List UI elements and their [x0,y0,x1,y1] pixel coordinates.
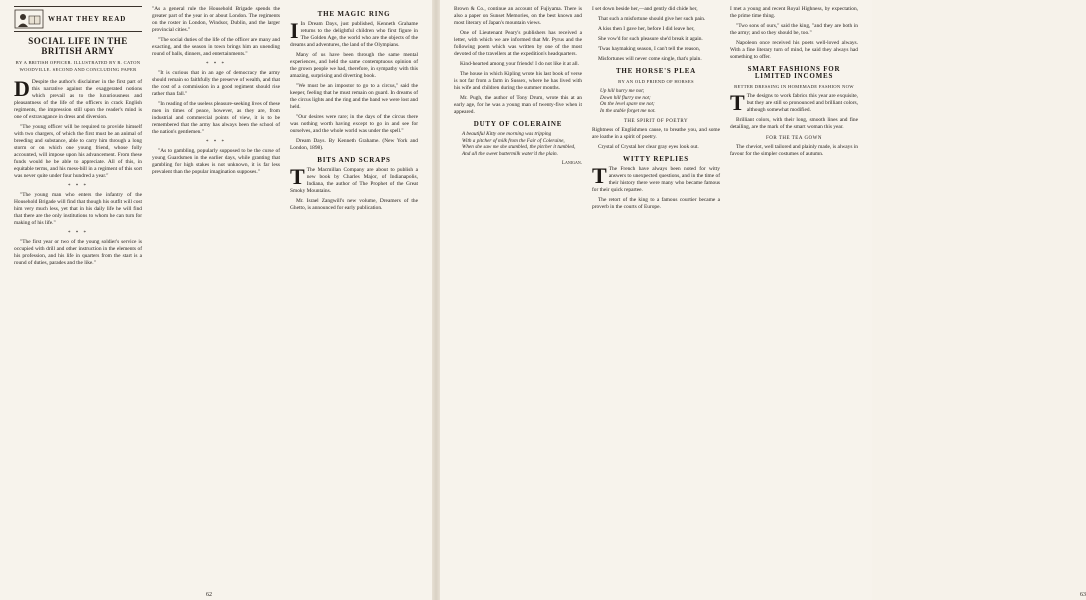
paragraph: "The young officer will be required to provide himself with two chargers, of which the first must be an animal of breeding and substance, able to carry him through a long storm or on which one young friend, whose folly accounted, will impose upon his advancement. From these funds would he be able to appreciate. All of this, in equitable terms, and his mess-bill in a regiment of this sort was never quite under four hundred a year." [14,124,142,179]
poem-line: In the stable forget me not. [600,107,656,114]
paragraph: T The designs to work fabrics this year are exquisite, but they are still so pronounced and brilliant colors, although somewhat modified. [730,90,858,115]
paragraph: T The Macmillan Company are about to publish a new book by Charles Major, of Indianapolis, Indiana, the author of The Prophet of the Great Smoky Mountains. [290,164,418,194]
paragraph: "As to gambling, popularly supposed to be the curse of young Guardsmen in the earlier days, while granting that gambling for high stakes is not unknown, it is far less prevalent than the popular imagination supposes." [152,148,280,175]
paragraph: She vow'd for such pleasure she'd break it again. [598,36,703,42]
paragraph: Napoleon once received his poets well-loved always. With a fine literary turn of mind, he said they always had something to offer. [730,40,858,60]
poem-line: With a pitcher of milk from the Fair of Coleraine, [462,137,565,144]
reader-illustration-icon [14,9,44,29]
separator: * * * [68,184,88,189]
paragraph: "The young man who enters the infantry of the Household Brigade will find that though his outfit will cost him very much less, yet that in his daily life he will find that there are the only institutions to whom he can turn for making of his life." [14,192,142,226]
separator: * * * [68,231,88,236]
horses-plea-subtitle: BY AN OLD FRIEND OF HORSES [618,79,694,84]
page-gutter [432,0,440,600]
smart-fashions-subtitle: BETTER DRESSING IN HOMEMADE FASHION NOW [734,84,854,89]
article-byline: BY A BRITISH OFFICER. ILLUSTRATED BY R. CATON WOODVILLE. SECOND AND CONCLUDING PAPER [15,60,141,72]
paragraph: Brilliant colors, with their long, smooth lines and fine detailing, are the mark of the smart woman this year. [730,117,858,130]
paragraph: Crystal of Crystal her clear gray eyes look out. [598,144,699,151]
poem-horses-plea [600,88,720,114]
tea-gown-head: FOR THE TEA GOWN [765,136,822,141]
horses-plea-title: THE HORSE'S PLEA [615,67,697,75]
paragraph: "Two sons of ours," said the king, "and they are both in the army; and so they should be, too." [730,23,858,36]
paragraph: The cheviot, well tailored and plainly made, is always in favour for the simpler costumes of autumn. [730,144,859,157]
paragraph: Mr. Israel Zangwill's new volume, Dreamers of the Ghetto, is announced for early publication. [290,198,418,211]
paragraph: "The social duties of the life of the officer are many and exacting, and the season in town brings him an unending round of balls, dinners, and entertainments." [152,37,280,57]
paragraph: The retort of the king to a famous courtier became a proverb in the courts of Europe. [592,197,720,211]
drop-cap: I [290,18,299,43]
page-number: 63 [1080,592,1086,598]
paragraph: That such a misfortune should give her such pain. [598,16,706,22]
poem-line: When she saw me she stumbled, the pitcher it tumbled, [462,144,576,151]
paragraph: A kiss then I gave her, before I did leave her, [598,26,695,32]
section-title: WHAT THEY READ [48,14,127,23]
separator: * * * [206,62,226,67]
poem-coleraine [462,131,582,157]
paragraph: "We must be an impostor to go to a circus," said the keeper, feeling that he must remain on guard. In dreams of the circus lights and the ring and the band we were lost and held. [290,83,418,110]
paragraph: I met a young and recent Royal Highness, by expectation, the prime time thing. [730,6,858,19]
paragraph: T The French have always been noted for witty answers to unexpected questions, and in the time of their history there were many who became famous for their quick repartee. [592,163,720,194]
paragraph: "As a general rule the Household Brigade spends the greater part of the year in or about London. The regiments on the roster in London, Windsor, Dublin, and the larger provincial cities." [152,6,280,33]
smart-fashions-title: SMART FASHIONS FOR LIMITED INCOMES [747,65,841,80]
right-column-3 [730,6,858,588]
paragraph: Dream Days. By Kenneth Grahame. (New York and London, 1898). [290,138,418,151]
paragraph: I set down beside her,—and gently did chide her, [592,6,698,12]
poem-line: Up hill hurry me not; [600,88,645,94]
drop-cap: D [14,76,30,101]
paragraph: One of Lieutenant Peary's publishers has received a letter, with which we are informed that Mr. Pyrus and the following poem which was written by one of the most devoted of the travellers at the expedition's headquarters. [454,30,582,57]
drop-cap: T [290,164,305,189]
poem-signature: Lanigan. [561,161,582,167]
left-page [0,0,432,600]
right-column-1 [454,6,582,588]
left-column-2 [152,6,280,588]
spirit-of-poetry-title: THE SPIRIT OF POETRY [623,119,689,125]
left-column-1 [14,6,142,588]
paragraph: Misfortunes will never come single, that's plain. [598,56,702,62]
coleraine-title: DUTY OF COLERAINE [473,120,563,128]
witty-replies-title: WITTY REPLIES [623,155,689,164]
paragraph: I In Dream Days, just published, Kenneth Grahame returns to the delightful children who first figure in The Golden Age, the world who are the objects of the dreams and adventures, the land of the Olympians. [290,18,418,48]
paragraph: Many of us have been through the same mental experiences, and held the same contemptuous opinion of the grown people we had, therefore, in sympathy with this amazing, surprising and diverting book. [290,52,418,79]
poem-line: On the level spare me not; [600,101,655,108]
poem-line: A beautiful Kitty one morning was tripping [462,131,552,137]
paragraph: "It is curious that in an age of democracy the army should remain so faithfully the preserve of wealth, and that the cost of a commission in a good regiment should rise rather than fall." [152,70,280,97]
paragraph: 'Twas haymaking season, I can't tell the reason, [598,46,701,52]
paragraph: Mr. Pugh, the author of Tony Drum, wrote this at an early age, for he was a young man of twenty-five when it appeared. [454,95,582,115]
paragraph: "The first year or two of the young soldier's service is occupied with drill and other instruction in the elements of his profession, and his life in quarters from the start is a round of duties, parades and the like." [14,239,142,266]
right-column-2 [592,6,720,588]
separator: * * * [206,140,226,145]
paragraph: The house in which Kipling wrote his last book of verse is not far from a farm in Sussex, where he has lived with his wife and children during the summer months. [454,71,582,91]
poem-line: And all the sweet buttermilk water'd the plain. [462,150,558,157]
magic-ring-title: THE MAGIC RING [317,10,391,18]
right-page [440,0,1086,600]
drop-cap: T [592,163,607,189]
page-number: 62 [206,592,212,598]
paragraph: Kind-hearted among your friends! I do not like it at all. [460,61,580,67]
left-column-3 [290,6,418,588]
poem-line: Down hill flurry me not; [600,94,651,101]
bits-and-scraps-title: BITS AND SCRAPS [317,156,391,164]
section-banner [14,6,142,32]
article-title: SOCIAL LIFE IN THE BRITISH ARMY [28,36,128,56]
drop-cap: T [730,90,745,115]
paragraph: Brown & Co., continue an account of Fujiyama. There is also a paper on Sunset Memories, on the best known and most literary of Japan's mountain views. [454,6,582,26]
paragraph: "In reading of the useless pleasure-seeking lives of these men in times of peace, however, as they are, from industrial and commercial points of view, it is to be remembered that the army has always been the school of the nation's gentlemen." [152,101,280,135]
paragraph: Rightness of Englishmen cause, to breathe you, and some are loathe in a spirit of poetry. [592,127,720,141]
paragraph: D Despite the author's disclaimer in the first part of this narrative against the exaggerated notions which prevail as to the luxuriousness and pleasantness of the life of the officers in crack English regiments, the impression still upon the reader's mind is one of extravagance in dress and diversion. [14,76,142,120]
paragraph: "Our desires were rare; in the days of the circus there was nothing worth having except to go in and see for ourselves, and the whole world was under the spell." [290,114,418,134]
